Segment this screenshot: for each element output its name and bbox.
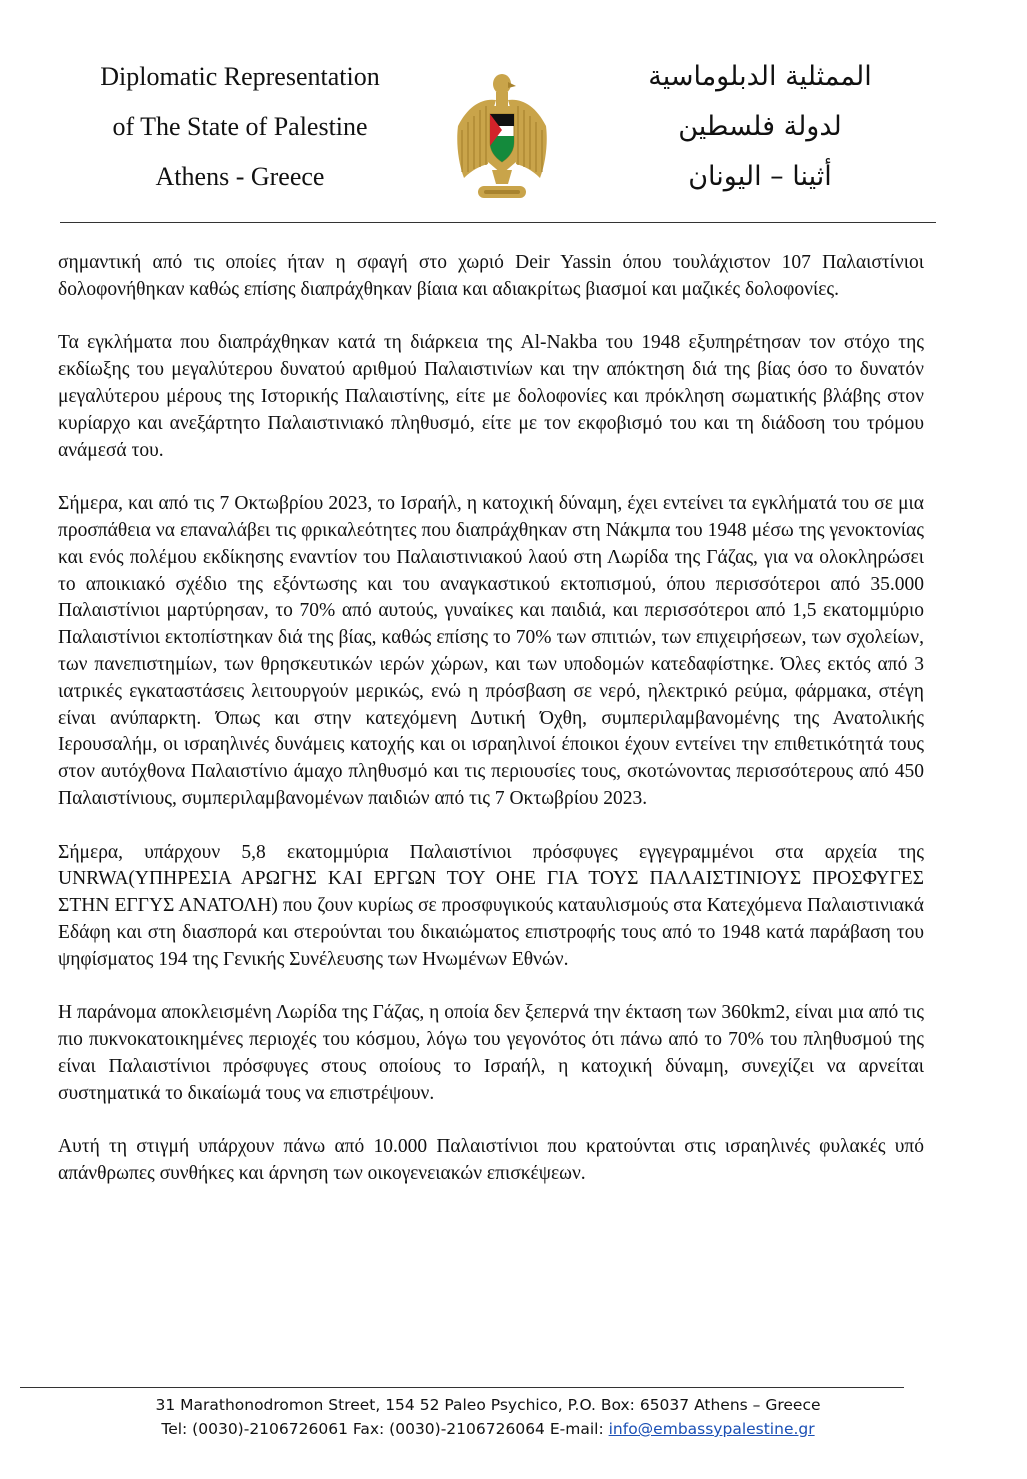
paragraph: σημαντική από τις οποίες ήταν η σφαγή στο χωριό Deir Yassin όπου τουλάχιστον 107 Παλαιστίνιοι δολοφονήθηκαν καθώς επίσης διαπράχθηκαν βίαια και αδιακρίτως βιασμοί και μαζικές δολοφονίες.: [58, 252, 924, 300]
letterhead: [0, 0, 1027, 225]
letterhead-english-line-3: Athens - Greece: [155, 162, 325, 191]
letterhead-english-line-1: Diplomatic Representation: [100, 62, 380, 91]
paragraph: Αυτή τη στιγμή υπάρχουν πάνω από 10.000 Παλαιστίνιοι που κρατούνται στις ισραηλινές φυλακές υπό απάνθρωπες συνθήκες και άρνηση των οικογενειακών επισκέψεων.: [58, 1136, 924, 1185]
footer-email-link[interactable]: info@embassypalestine.gr: [608, 1420, 815, 1438]
footer-address: 31 Marathonodromon Street, 154 52 Paleo Psychico, P.O. Box: 65037 Athens – Greece: [155, 1396, 821, 1414]
letterhead-arabic: [620, 52, 900, 202]
footer-phone-fax: Tel: (0030)-2106726061 Fax: (0030)-2106726064 E-mail:: [161, 1420, 609, 1438]
letterhead-arabic-line-3: أثينا – اليونان: [688, 161, 832, 192]
paragraph: Σήμερα, και από τις 7 Οκτωβρίου 2023, το Ισραήλ, η κατοχική δύναμη, έχει εντείνει τα εγκλήματά του σε μια προσπάθεια να επαναλάβει τις φρικαλεότητες που διαπράχθηκαν στη Νάκμπα του 1948 μέσω της γενοκτονίας και ενός πολέμου εκδίκησης εναντίον του Παλαιστινιακού λαού στη Λωρίδα της Γάζας, για να ολοκληρώσει το αποικιακό σχέδιο της εξόντωσης και του αναγκαστικού εκτοπισμού, όπου περισσότεροι από 35.000 Παλαιστίνιοι μαρτύρησαν, το 70% από αυτούς, γυναίκες και παιδιά, και περισσότεροι από 1,5 εκατομμύριο Παλαιστίνιοι εκτοπίστηκαν διά της βίας, καθώς επίσης το 70% των σπιτιών, των επιχειρήσεων, των σχολείων, των πανεπιστημίων, των θρησκευτικών ιερών χώρων, και των υποδομών κατεδαφίστηκε. Όλες εκτός από 3 ιατρικές εγκαταστάσεις λειτουργούν μερικώς, ενώ η πρόσβαση σε νερό, ηλεκτρικό ρεύμα, φάρμακα, στέγη είναι ανύπαρκτη. Όπως και στην κατεχόμενη Δυτική Όχθη, συμπεριλαμβανομένης της Ανατολικής Ιερουσαλήμ, οι ισραηλινές δυνάμεις κατοχής και οι ισραηλινοί έποικοι έχουν εντείνει την επιθετικότητά τους στον αυτόχθονα Παλαιστίνιο άμαχο πληθυσμό και τις περιουσίες τους, σκοτώνοντας περισσότερους από 450 Παλαιστίνιους, συμπεριλαμβανομένων παιδιών από τις 7 Οκτωβρίου 2023.: [58, 493, 924, 809]
eagle-of-saladin-emblem-icon: [452, 70, 552, 210]
letterhead-arabic-line-1: الممثلية الدبلوماسية: [648, 61, 872, 92]
letterhead-english-line-2: of The State of Palestine: [112, 112, 368, 141]
footer-contact: [60, 1417, 916, 1441]
letter-body: [58, 250, 924, 1215]
paragraph: Η παράνομα αποκλεισμένη Λωρίδα της Γάζας, η οποία δεν ξεπερνά την έκταση των 360km2, είναι μια από τις πιο πυκνοκατοικημένες περιοχές του κόσμου, λόγω του γεγονότος ότι πάνω από το 70% του πληθυσμού της είναι Παλαιστίνιοι πρόσφυγες στους οποίους το Ισραήλ, η κατοχική δύναμη, συνεχίζει να αρνείται συστηματικά το δικαίωμά τους να επιστρέψουν.: [58, 1002, 924, 1104]
paragraph: Σήμερα, υπάρχουν 5,8 εκατομμύρια Παλαιστίνιοι πρόσφυγες εγγεγραμμένοι στα αρχεία της UNRWA(ΥΠΗΡΕΣΙΑ ΑΡΩΓΗΣ ΚΑΙ ΕΡΓΩΝ ΤΟΥ ΟΗΕ ΓΙΑ ΤΟΥΣ ΠΑΛΑΙΣΤΙΝΙΟΥΣ ΠΡΟΣΦΥΓΕΣ ΣΤΗΝ ΕΓΓΥΣ ΑΝΑΤΟΛΗ) που ζουν κυρίως σε προσφυγικούς καταυλισμούς στα Κατεχόμενα Παλαιστινιακά Εδάφη και στη διασπορά και στερούνται του δικαιώματος επιστροφής τους από το 1948 κατά παράβαση του ψηφίσματος 194 της Γενικής Συνέλευσης των Ηνωμένων Εθνών.: [58, 841, 924, 970]
letterhead-arabic-line-2: لدولة فلسطين: [678, 111, 842, 142]
paragraph: Τα εγκλήματα που διαπράχθηκαν κατά τη διάρκεια της Al-Nakba του 1948 εξυπηρέτησαν τον στόχο της εκδίωξης του μεγαλύτερου δυνατού αριθμού Παλαιστινίων και την απόκτηση διά της βίας όσο το δυνατόν μεγαλύτερου μέρους της Ιστορικής Παλαιστίνης, είτε με δολοφονίες και πρόκληση σωματικής βλάβης στον κυρίαρχο και ανεξάρτητο Παλαιστινιακό πληθυσμό, είτε με τον εκφοβισμό του και τη διάδοση του τρόμου ανάμεσά του.: [58, 332, 924, 461]
letterhead-footer: [60, 1393, 916, 1441]
header-divider: [60, 222, 936, 223]
letterhead-english: [60, 52, 420, 202]
footer-divider: [20, 1387, 904, 1388]
